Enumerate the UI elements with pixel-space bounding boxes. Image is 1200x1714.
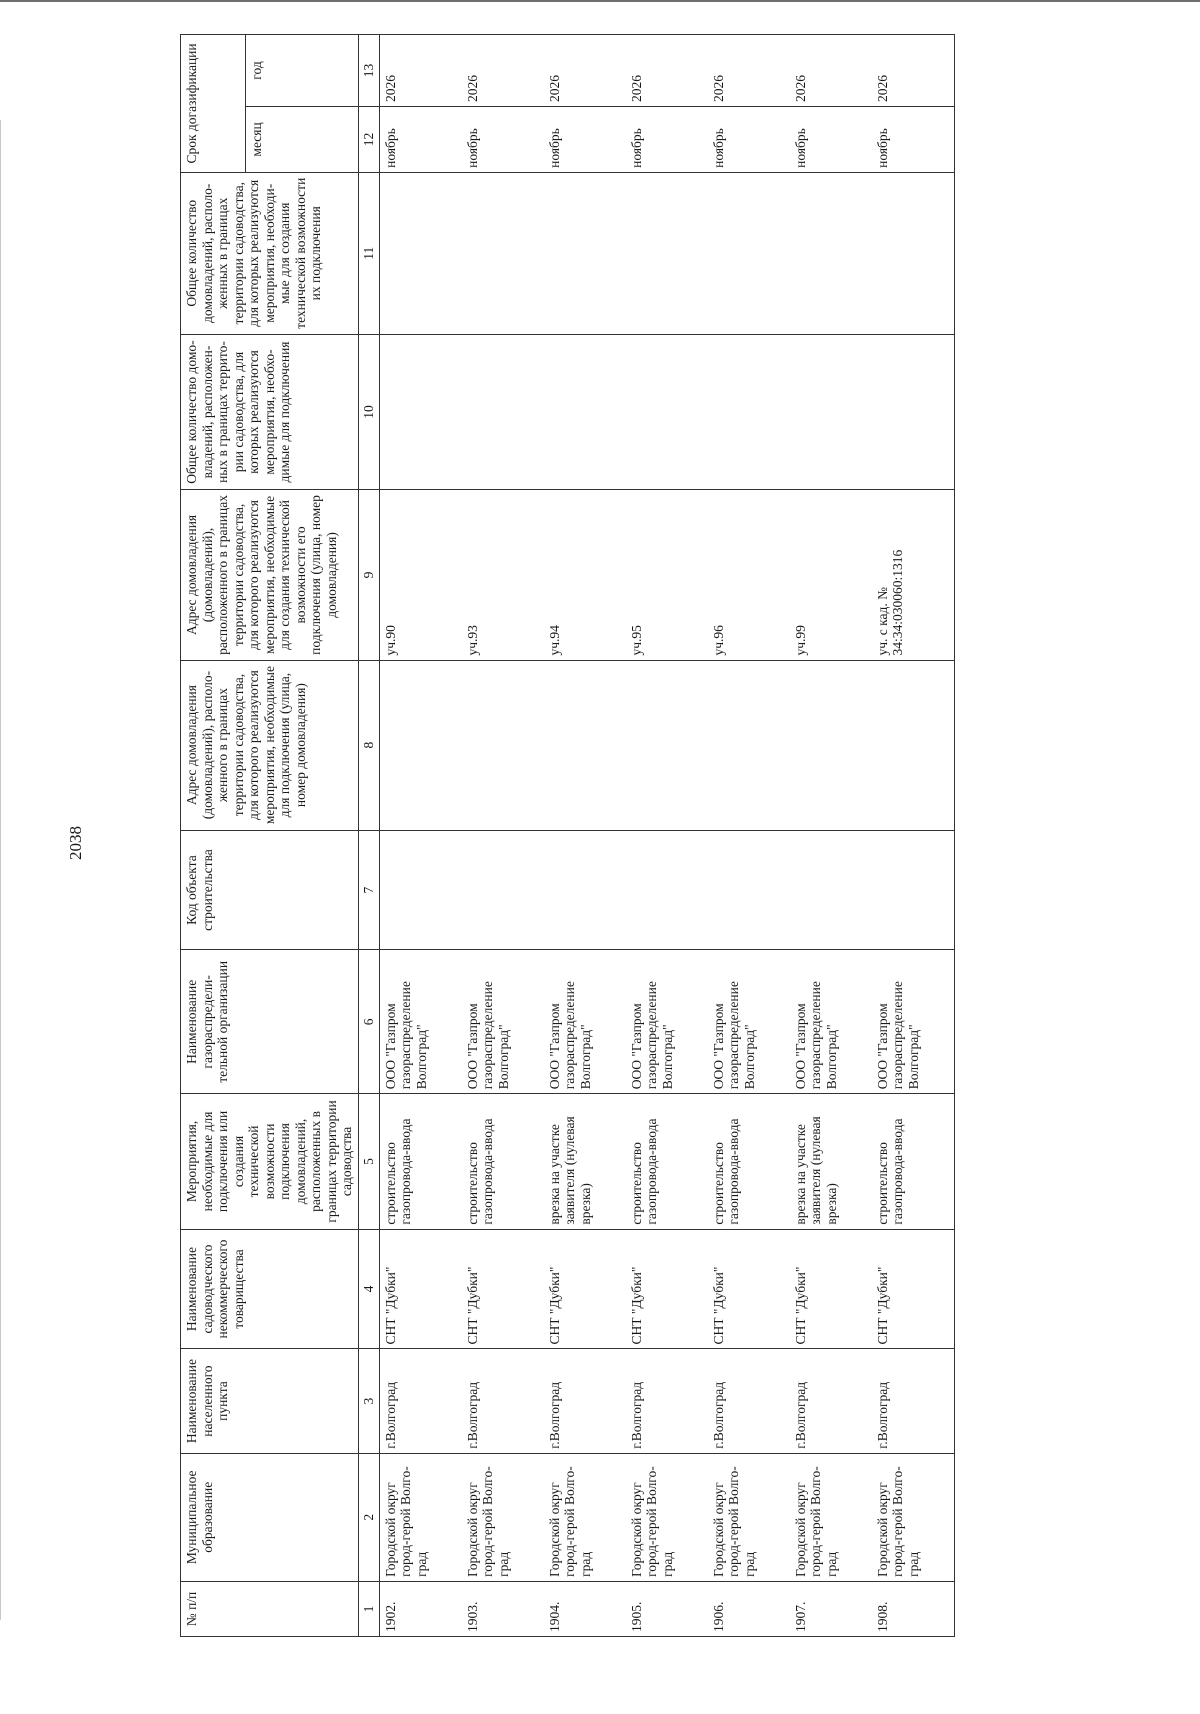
table-cell-month: ноябрь [544, 106, 626, 172]
column-number: 11 [358, 172, 379, 334]
table-cell-year: 2026 [872, 35, 955, 107]
table-cell-c11 [544, 172, 626, 334]
table-cell-num: 1904. [544, 1581, 626, 1636]
table-cell-c11 [379, 172, 462, 334]
table-cell-work: строительство газопровода-ввода [379, 1094, 462, 1229]
table-cell-addr8 [708, 660, 790, 830]
table-cell-np: г.Волгоград [544, 1349, 626, 1453]
table-cell-snt: СНТ "Дубки" [790, 1229, 872, 1349]
table-row [626, 35, 708, 1637]
page-number: 2038 [66, 826, 85, 860]
table-cell-snt: СНТ "Дубки" [708, 1229, 790, 1349]
table-cell-c11 [708, 172, 790, 334]
table-cell-addr9: уч.95 [626, 490, 708, 660]
table-cell-mo: Городской округ город-герой Волгоград [708, 1453, 790, 1581]
table-cell-addr8 [544, 660, 626, 830]
table-cell-addr8 [790, 660, 872, 830]
table-cell-addr9: уч.94 [544, 490, 626, 660]
table-cell-work: строительство газопровода-ввода [872, 1094, 955, 1229]
table-cell-addr9: уч.96 [708, 490, 790, 660]
table-cell-year: 2026 [379, 35, 462, 107]
table-cell-code [626, 830, 708, 950]
header-col-2: Муниципальное образование [181, 1453, 359, 1581]
table-cell-c10 [872, 334, 955, 490]
table-cell-mo: Городской округ город-герой Волгоград [379, 1453, 462, 1581]
rotated-table-page [180, 34, 1041, 1637]
column-number: 7 [358, 830, 379, 950]
header-col-3: Наименование населенного пункта [181, 1349, 359, 1453]
column-number: 10 [358, 334, 379, 490]
table-cell-np: г.Волгоград [626, 1349, 708, 1453]
table-cell-c11 [462, 172, 544, 334]
header-row [181, 35, 246, 1637]
table-body [379, 35, 954, 1637]
table-cell-np: г.Волгоград [790, 1349, 872, 1453]
table-cell-c10 [379, 334, 462, 490]
table-cell-month: ноябрь [872, 106, 955, 172]
column-number-row [358, 35, 379, 1637]
table-cell-mo: Городской округ город-герой Волгоград [544, 1453, 626, 1581]
table-cell-np: г.Волгоград [872, 1349, 955, 1453]
table-cell-org: ООО "Газпром газораспределение Волгоград" [708, 950, 790, 1094]
table-cell-month: ноябрь [626, 106, 708, 172]
column-number: 6 [358, 950, 379, 1094]
table-cell-code [379, 830, 462, 950]
table-cell-snt: СНТ "Дубки" [379, 1229, 462, 1349]
table-cell-mo: Городской округ город-герой Волгоград [626, 1453, 708, 1581]
table-cell-org: ООО "Газпром газораспределение Волгоград" [544, 950, 626, 1094]
table-cell-month: ноябрь [708, 106, 790, 172]
header-col-5: Мероприятия, необходимые для подключения или создания технической возможности подключения домовладений, расположенных в границах территории садоводства [181, 1094, 359, 1229]
table-cell-addr9: уч.93 [462, 490, 544, 660]
table-cell-org: ООО "Газпром газораспределение Волгоград" [379, 950, 462, 1094]
table-cell-code [462, 830, 544, 950]
table-cell-work: строительство газопровода-ввода [626, 1094, 708, 1229]
table-cell-c10 [544, 334, 626, 490]
table-cell-np: г.Волгоград [379, 1349, 462, 1453]
table-cell-c11 [872, 172, 955, 334]
table-cell-c10 [462, 334, 544, 490]
table-cell-c10 [626, 334, 708, 490]
table-cell-month: ноябрь [379, 106, 462, 172]
table-cell-year: 2026 [790, 35, 872, 107]
column-number: 1 [358, 1581, 379, 1636]
table-cell-addr8 [379, 660, 462, 830]
header-col-6: Наименование газораспределительной организации [181, 950, 359, 1094]
header-term: Срок догазификации [181, 35, 246, 173]
column-number: 3 [358, 1349, 379, 1453]
header-col-8: Адрес домовладения (домовладений), расположенного в границах территории садоводства, для которого реализуются мероприятия, необходимые для подключения (улица, номер домовладения) [181, 660, 359, 830]
table-cell-year: 2026 [708, 35, 790, 107]
table-cell-mo: Городской округ город-герой Волгоград [790, 1453, 872, 1581]
column-number: 8 [358, 660, 379, 830]
table-cell-addr8 [462, 660, 544, 830]
header-col-12: месяц [246, 106, 359, 172]
table-cell-c10 [790, 334, 872, 490]
table-cell-year: 2026 [626, 35, 708, 107]
table-cell-c10 [708, 334, 790, 490]
header-col-1: № п/п [181, 1581, 359, 1636]
table-cell-snt: СНТ "Дубки" [626, 1229, 708, 1349]
table-cell-org: ООО "Газпром газораспределение Волгоград" [872, 950, 955, 1094]
column-number: 4 [358, 1229, 379, 1349]
table-cell-num: 1905. [626, 1581, 708, 1636]
scan-top-border [0, 0, 1200, 2]
header-col-11: Общее количество домовладений, расположенных в границах территории садоводства, для которых реализуются мероприятия, необходимые для создания технической возможности их подключения [181, 172, 359, 334]
table-cell-work: строительство газопровода-ввода [708, 1094, 790, 1229]
table-cell-addr9: уч. с кад. № 34:34:030060:1316 [872, 490, 955, 660]
table-cell-year: 2026 [544, 35, 626, 107]
header-col-9: Адрес домовладения (домовладений), расположенного в границах территории садоводства, для которого реализуются мероприятия, необходимые для создания технической возможности его подключения (улица, номер домовладения) [181, 490, 359, 660]
table-cell-month: ноябрь [790, 106, 872, 172]
column-number: 9 [358, 490, 379, 660]
column-number: 13 [358, 35, 379, 107]
table-row [872, 35, 955, 1637]
table-cell-work: врезка на участке заявителя (нулевая врезка) [544, 1094, 626, 1229]
table-cell-c11 [790, 172, 872, 334]
table-cell-addr8 [872, 660, 955, 830]
table-cell-addr9: уч.90 [379, 490, 462, 660]
table-cell-work: строительство газопровода-ввода [462, 1094, 544, 1229]
table-cell-addr9: уч.99 [790, 490, 872, 660]
gasification-table [180, 34, 955, 1637]
table-cell-mo: Городской округ город-герой Волгоград [462, 1453, 544, 1581]
table-cell-work: врезка на участке заявителя (нулевая врезка) [790, 1094, 872, 1229]
table-cell-mo: Городской округ город-герой Волгоград [872, 1453, 955, 1581]
table-row [708, 35, 790, 1637]
header-col-13: год [246, 35, 359, 107]
scan-edge-mark [0, 120, 1, 1620]
table-row [544, 35, 626, 1637]
table-row [462, 35, 544, 1637]
table-cell-org: ООО "Газпром газораспределение Волгоград" [462, 950, 544, 1094]
column-number: 12 [358, 106, 379, 172]
table-cell-snt: СНТ "Дубки" [872, 1229, 955, 1349]
table-cell-month: ноябрь [462, 106, 544, 172]
table-cell-org: ООО "Газпром газораспределение Волгоград" [790, 950, 872, 1094]
header-col-7: Код объекта строительства [181, 830, 359, 950]
table-row [379, 35, 462, 1637]
table-cell-np: г.Волгоград [708, 1349, 790, 1453]
header-col-10: Общее количество домовладений, расположенных в границах территории садоводства, для которых реализуются мероприятия, необходимые для подключения [181, 334, 359, 490]
table-cell-code [708, 830, 790, 950]
table-cell-year: 2026 [462, 35, 544, 107]
column-number: 2 [358, 1453, 379, 1581]
table-row [790, 35, 872, 1637]
table-cell-snt: СНТ "Дубки" [462, 1229, 544, 1349]
table-cell-num: 1903. [462, 1581, 544, 1636]
table-cell-snt: СНТ "Дубки" [544, 1229, 626, 1349]
table-cell-addr8 [626, 660, 708, 830]
table-cell-c11 [626, 172, 708, 334]
table-cell-num: 1908. [872, 1581, 955, 1636]
table-cell-org: ООО "Газпром газораспределение Волгоград" [626, 950, 708, 1094]
table-cell-code [544, 830, 626, 950]
table-cell-num: 1906. [708, 1581, 790, 1636]
table-cell-num: 1902. [379, 1581, 462, 1636]
header-col-4: Наименование садоводческого некоммерческого товарищества [181, 1229, 359, 1349]
table-cell-num: 1907. [790, 1581, 872, 1636]
table-cell-code [872, 830, 955, 950]
column-number: 5 [358, 1094, 379, 1229]
table-cell-np: г.Волгоград [462, 1349, 544, 1453]
table-cell-code [790, 830, 872, 950]
